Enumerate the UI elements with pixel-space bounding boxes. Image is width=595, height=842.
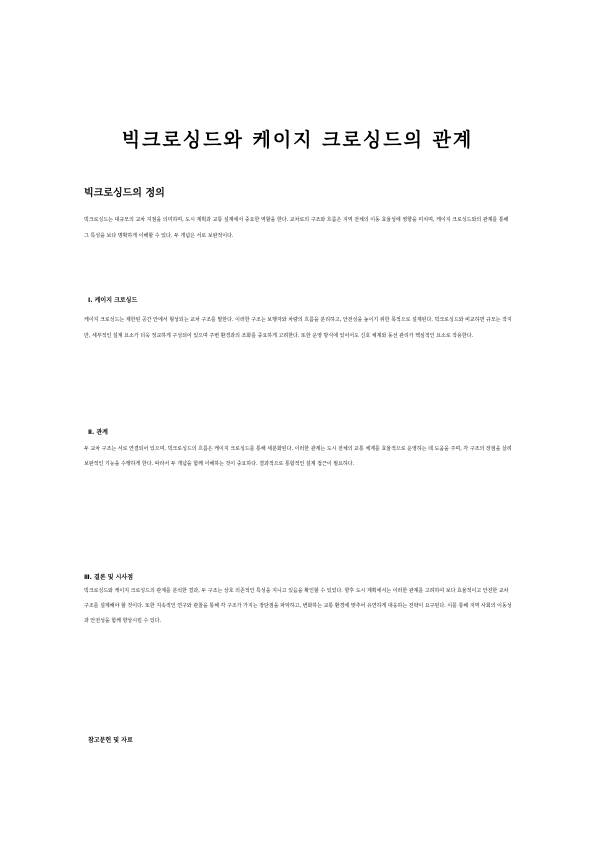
intro-paragraph: 빅크로싱드는 대규모의 교차 지점을 의미하며, 도시 계획과 교통 설계에서 중요한 역할을 한다. 교차로의 구조와 흐름은 지역 전체의 이동 효율성에 영향을 미치며, 케이지 크로싱드와의 관계를 통해 그 특성을 보다 명확하게 이해할 수 있다. 두 개념은 서로 보완적이다. <box>84 217 509 239</box>
section-body: 빅크로싱드와 케이지 크로싱드의 관계를 분석한 결과, 두 구조는 상호 의존적인 특성을 지니고 있음을 확인할 수 있었다. 향후 도시 계획에서는 이러한 관계를 고려하여 보다 효율적이고 안전한 교차 구조를 설계해야 할 것이다. 또한 지속적인 연구와 관찰을 통해 각 구조가 가지는 장단점을 파악하고, 변화하는 교통 환경에 맞추어 유연하게 대응하는 전략이 요구된다. 이를 통해 지역 사회의 이동성과 안전성을 함께 향상시킬 수 있다. <box>84 588 512 624</box>
document-title: 빅크로싱드와 케이지 크로싱드의 관계 <box>121 129 474 151</box>
section-body: 케이지 크로싱드는 제한된 공간 안에서 형성되는 교차 구조를 말한다. 이러한 구조는 보행자와 차량의 흐름을 분리하고, 안전성을 높이기 위한 목적으로 설계된다. 빅크로싱드와 비교하면 규모는 작지만, 세부적인 설계 요소가 더욱 정교하게 구성되어 있으며 주변 환경과의 조화를 중요하게 고려한다. 또한 운영 방식에 있어서도 신호 체계와 동선 관리가 핵심적인 요소로 작용한다. <box>84 317 512 339</box>
section-body: 두 교차 구조는 서로 연결되어 있으며, 빅크로싱드의 흐름은 케이지 크로싱드를 통해 세분화된다. 이러한 관계는 도시 전체의 교통 체계를 효율적으로 운영하는 데 도움을 주며, 각 구조의 장점을 살려 보완적인 기능을 수행하게 한다. 따라서 두 개념을 함께 이해하는 것이 중요하다. 결과적으로 통합적인 설계 접근이 필요하다. <box>84 446 512 467</box>
section-heading: Ⅲ. 결론 및 시사점 <box>84 574 133 581</box>
references-heading: 참고문헌 및 자료 <box>88 737 133 744</box>
document-subtitle: 빅크로싱드의 정의 <box>84 188 165 199</box>
section-heading: Ⅱ. 관계 <box>88 429 108 436</box>
section-heading: Ⅰ. 케이지 크로싱드 <box>88 297 138 304</box>
